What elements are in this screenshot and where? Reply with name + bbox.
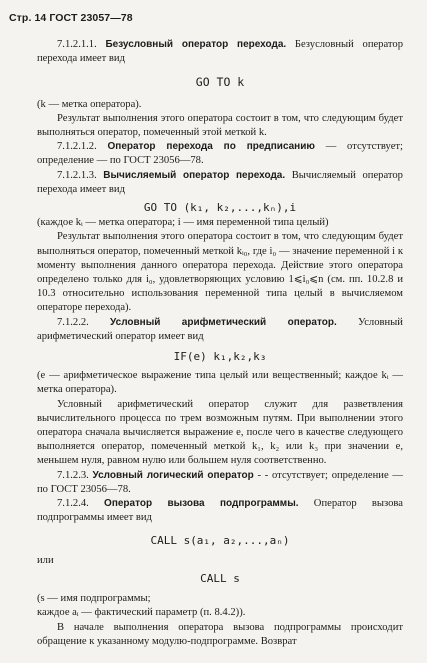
- section-number: 7.1.2.3.: [57, 469, 89, 481]
- formula-goto: GO TO k: [195, 75, 245, 90]
- note-labels: (каждое kᵢ — метка оператора; i — имя переменной типа целый): [37, 217, 329, 229]
- paragraph-unconditional-goto: [37, 38, 403, 66]
- paragraph-computed-goto: [37, 169, 403, 197]
- or-word: или: [37, 554, 54, 566]
- section-text: Условный арифметический оператор имеет вид: [37, 316, 403, 342]
- paragraph-logical-if: [37, 469, 403, 497]
- formula-computed-goto: GO TO (k₁, k₂,...,kₙ),i: [143, 201, 297, 215]
- paragraph-assigned-goto: [37, 140, 403, 168]
- formula-arithmetic-if: IF(e) k₁,k₂,k₃: [173, 350, 267, 364]
- section-text: - - отсутствует; определение — по ГОСТ 23056—78.: [37, 469, 403, 495]
- section-title: Оператор вызова подпрограммы.: [104, 498, 299, 510]
- paragraph-call: [37, 497, 403, 525]
- section-title: Безусловный оператор перехода.: [105, 39, 287, 50]
- section-text: Безусловный оператор перехода имеет вид: [37, 39, 403, 65]
- note-subroutine-name: (s — имя подпрограммы;: [37, 593, 151, 605]
- document-body: [37, 38, 403, 649]
- section-title: Вычисляемый оператор перехода.: [103, 169, 286, 181]
- section-text: Оператор вызова подпрограммы имеет вид: [37, 498, 403, 524]
- section-number: 7.1.2.1.1.: [57, 39, 97, 50]
- paragraph-arithmetic-if: [37, 316, 403, 344]
- section-title: Условный арифметический оператор.: [110, 316, 337, 328]
- section-number: 7.1.2.1.2.: [57, 141, 97, 153]
- section-number: 7.1.2.1.3.: [57, 169, 97, 181]
- section-number: 7.1.2.4.: [57, 498, 89, 510]
- note-parameters: каждое aᵢ — фактический параметр (п. 8.4.2)).: [37, 607, 246, 619]
- formula-call-args: CALL s(a₁, a₂,...,aₙ): [150, 533, 290, 547]
- section-title: Оператор перехода по предписанию: [107, 141, 315, 153]
- paragraph-result: Условный арифметический оператор служит для разветвления вычислительного процесса по трем возможным путям. При выполнении этого оператора сначала вычисляется выражение e, после чего в качестве следующего выполняется оператор, помеченный меткой k₁, k₂ или k₃ при значении e, меньшем нуля, равном нулю или большем нуля соответственно.: [37, 398, 403, 467]
- paragraph-result: Результат выполнения этого оператора состоит в том, что следующим будет выполняться оператор, помеченный этой меткой k.: [37, 112, 403, 139]
- section-number: 7.1.2.2.: [57, 316, 89, 328]
- paragraph-result: В начале выполнения оператора вызова подпрограммы происходит обращение к указанному модулю-подпрограмме. Возврат: [37, 621, 403, 647]
- page-header: Стр. 14 ГОСТ 23057—78: [9, 12, 133, 24]
- section-text: Вычисляемый оператор перехода имеет вид: [37, 169, 403, 195]
- paragraph-result: Результат выполнения этого оператора состоит в том, что следующим будет выполняться оператор, помеченный меткой kᵢ₀, где i₀ — значение переменной i к моменту выполнения данного оператора перехода. Действие этого оператора определено только для i₀, удовлетворяющих условию 1⩽i₀⩽n (см. пп. 10.2.8 и 10.3 относительно использования переменной типа целый в вычисляемом операторе перехода).: [37, 231, 403, 314]
- section-title: Условный логический оператор: [92, 469, 254, 481]
- section-text: — отсутствует; определение — по ГОСТ 23056—78.: [37, 141, 403, 167]
- note-expression: (e — арифметическое выражение типа целый или вещественный; каждое kᵢ — метка оператора).: [37, 370, 403, 396]
- formula-call: CALL s: [200, 571, 240, 585]
- note-label: (k — метка оператора).: [37, 98, 142, 110]
